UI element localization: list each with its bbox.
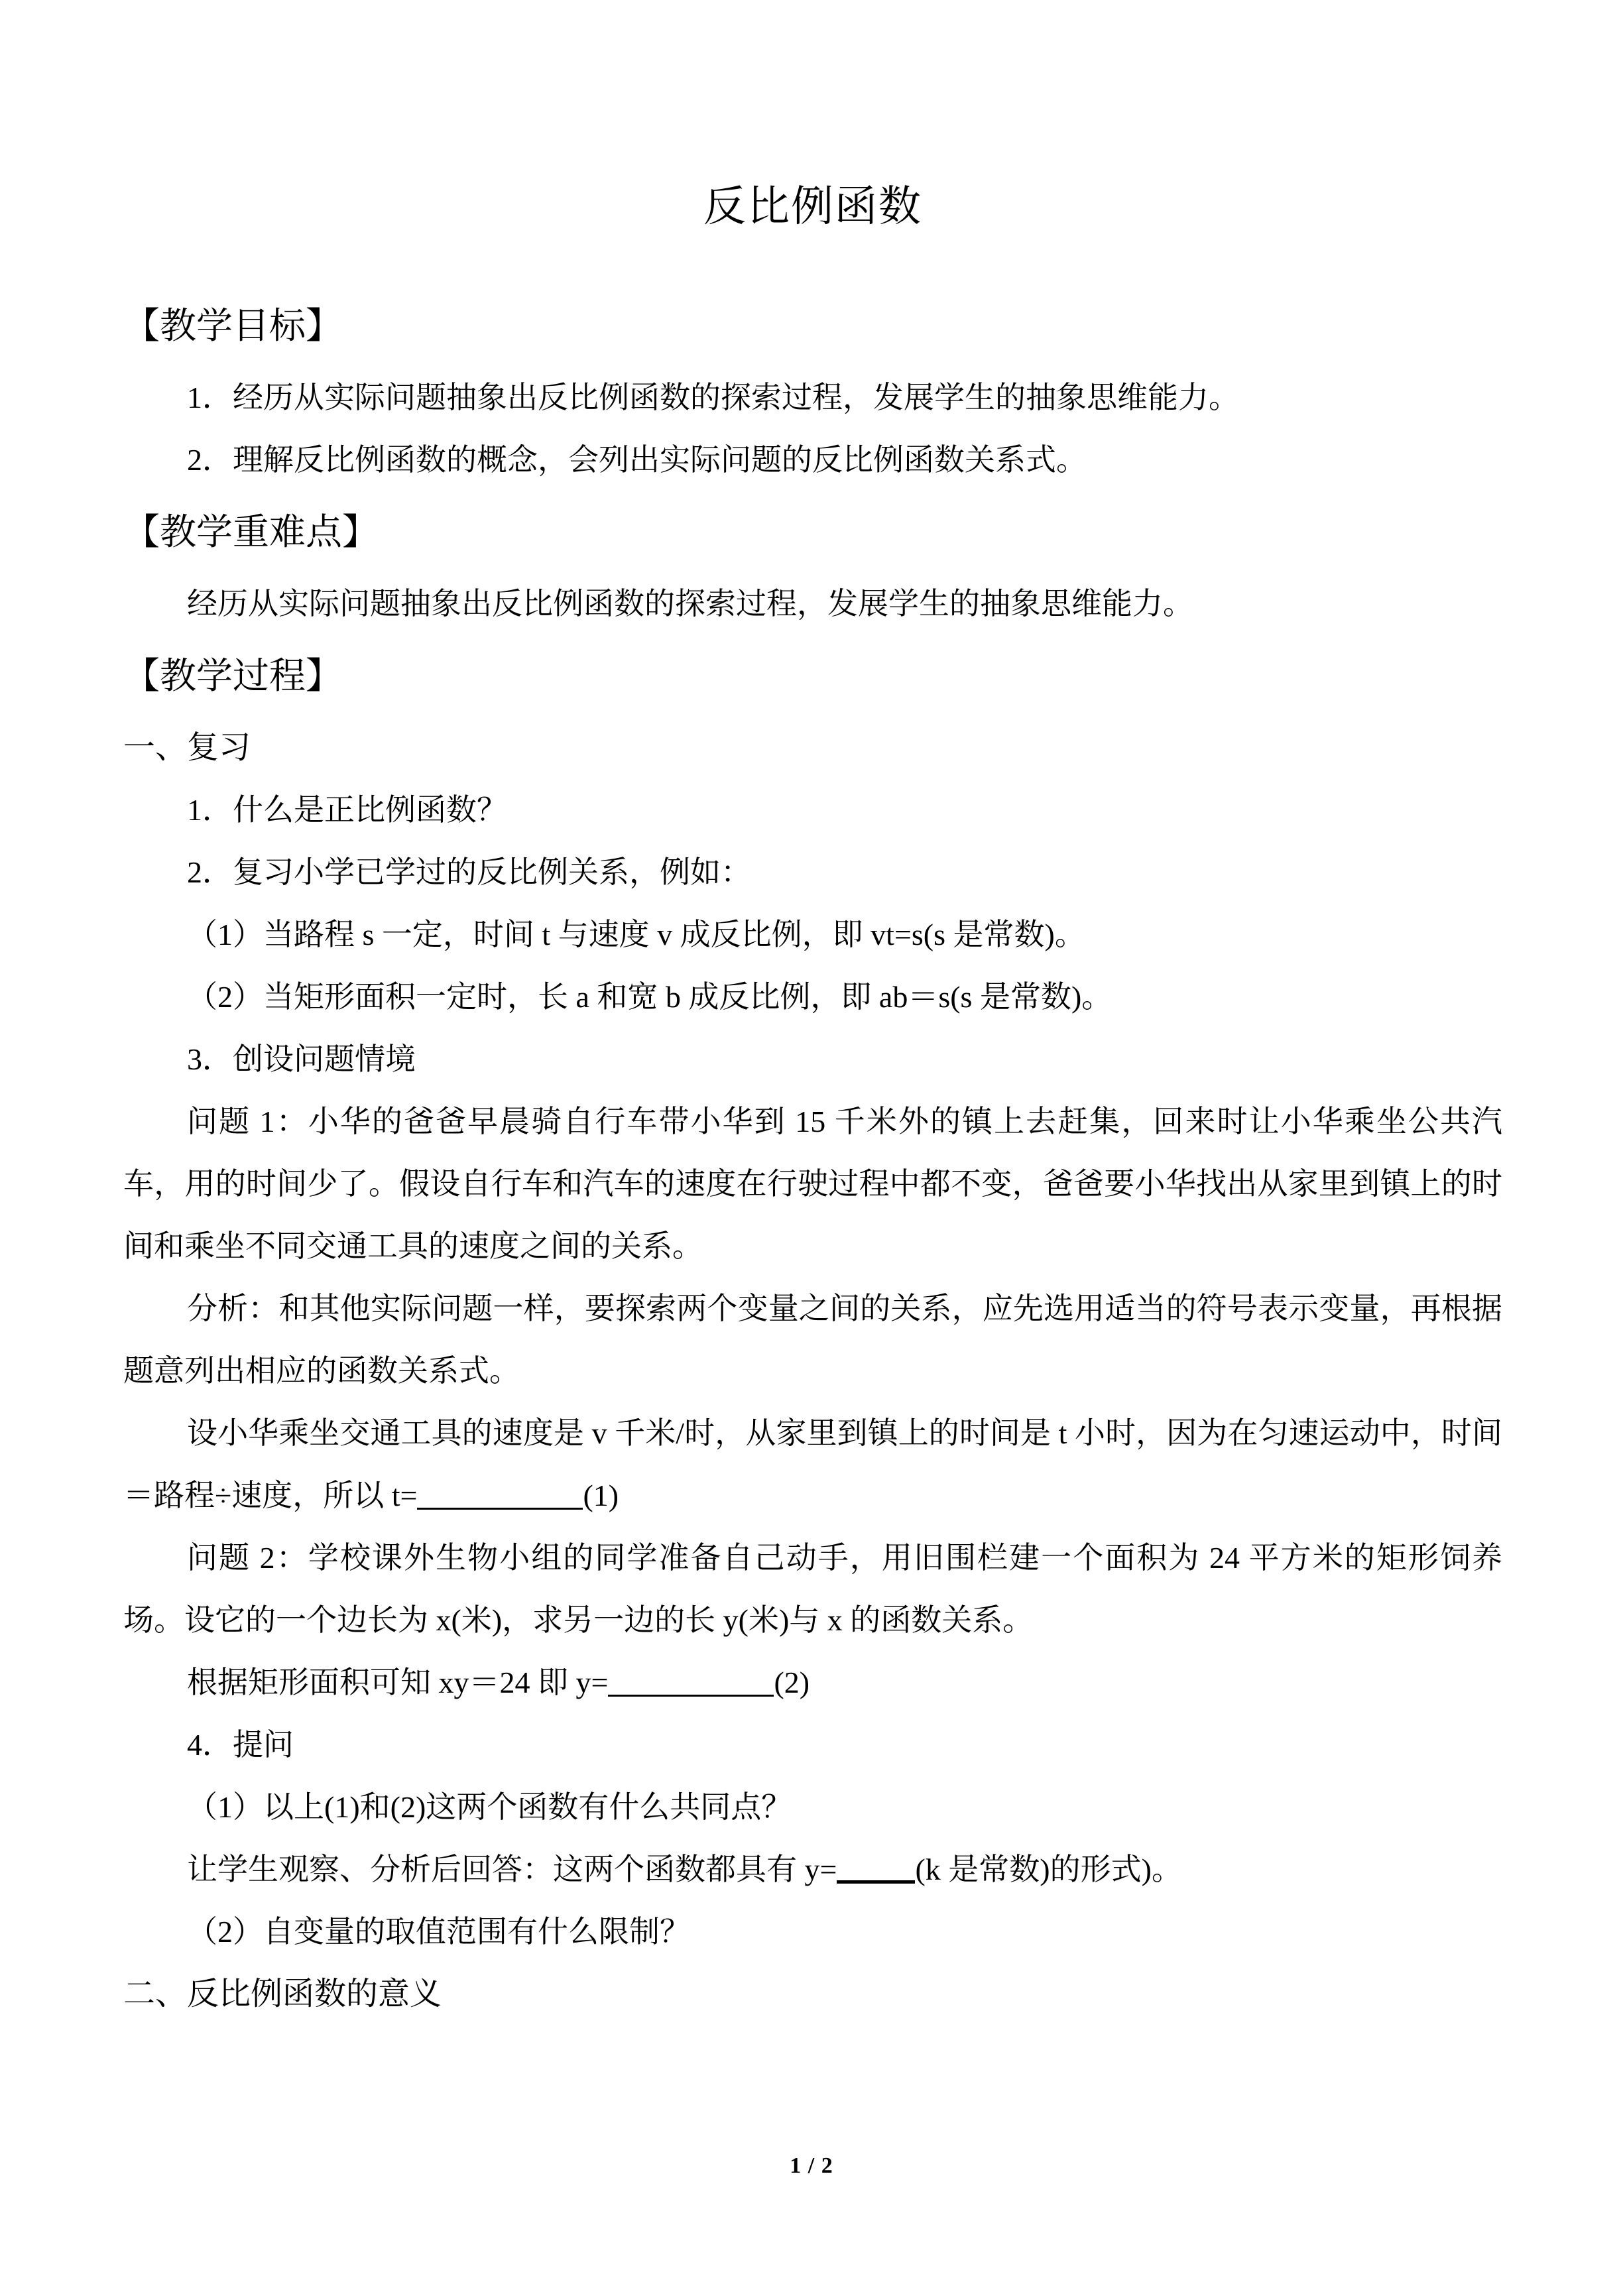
problem-1-equation-label: (1)	[583, 1479, 619, 1512]
answer-blank-3[interactable]	[837, 1880, 915, 1884]
question-answer-line	[123, 1839, 1502, 1901]
objective-item-1: 1．经历从实际问题抽象出反比例函数的探索过程，发展学生的抽象思维能力。	[187, 381, 1239, 414]
section-heading-process: 【教学过程】	[123, 656, 343, 696]
page-title: 反比例函数	[703, 183, 922, 230]
review-item-4-sub-2: （2）自变量的取值范围有什么限制？	[187, 1915, 690, 1949]
spacer	[123, 635, 1502, 658]
page-footer: 1 / 2	[790, 2153, 833, 2178]
objective-item-2: 2．理解反比例函数的概念，会列出实际问题的反比例函数关系式。	[187, 443, 1087, 477]
problem-1-analysis: 分析：和其他实际问题一样，要探索两个变量之间的关系，应先选用适当的符号表示变量，再根据题意列出相应的函数关系式。	[123, 1292, 1502, 1388]
document-content	[123, 0, 1502, 2025]
review-item-4-sub-1: （1）以上(1)和(2)这两个函数有什么共同点？	[187, 1790, 792, 1824]
process-part-one-heading: 一、复习	[123, 730, 251, 765]
spacer	[123, 550, 1502, 573]
problem-1-text: 问题 1：小华的爸爸早晨骑自行车带小华到 15 千米外的镇上去赶集，回来时让小华乘坐公共汽车，用的时间少了。假设自行车和汽车的速度在行驶过程中都不变，爸爸要小华找出从家里到镇上的时间和乘坐不同交通工具的速度之间的关系。	[123, 1105, 1502, 1263]
answer-blank-2[interactable]	[608, 1695, 774, 1697]
question-answer-text: 让学生观察、分析后回答：这两个函数都具有 y=	[187, 1852, 837, 1886]
review-item-3: 3．创设问题情境	[187, 1042, 416, 1076]
section-heading-key-points: 【教学重难点】	[123, 512, 379, 552]
review-item-2: 2．复习小学已学过的反比例关系，例如：	[187, 855, 751, 889]
spacer	[123, 491, 1502, 514]
key-point-item-1: 经历从实际问题抽象出反比例函数的探索过程，发展学生的抽象思维能力。	[187, 587, 1193, 621]
section-heading-objectives: 【教学目标】	[123, 306, 343, 346]
problem-1-setup-text: 设小华乘坐交通工具的速度是 v 千米/时，从家里到镇上的时间是 t 小时，因为在匀速运动中，时间＝路程÷速度，所以 t=	[123, 1416, 1502, 1512]
problem-2-formula-text: 根据矩形面积可知 xy＝24 即 y=	[187, 1665, 609, 1699]
problem-2-text: 问题 2：学校课外生物小组的同学准备自己动手，用旧围栏建一个面积为 24 平方米的矩形饲养场。设它的一个边长为 x(米)，求另一边的长 y(米)与 x 的函数关系。	[123, 1541, 1502, 1637]
review-item-4: 4．提问	[187, 1728, 294, 1762]
answer-blank-1[interactable]	[417, 1508, 583, 1510]
review-item-2-sub-2: （2）当矩形面积一定时，长 a 和宽 b 成反比例，即 ab＝s(s 是常数)。	[187, 980, 1112, 1014]
review-item-1: 1．什么是正比例函数？	[187, 793, 507, 827]
spacer	[123, 694, 1502, 717]
spacer	[123, 344, 1502, 367]
problem-2-equation-label: (2)	[774, 1665, 810, 1699]
question-answer-suffix: (k 是常数)的形式)。	[915, 1852, 1182, 1886]
problem-1-setup	[123, 1402, 1502, 1527]
title-spacer	[123, 228, 1502, 308]
problem-2-formula	[123, 1652, 1502, 1714]
review-item-2-sub-1: （1）当路程 s 一定，时间 t 与速度 v 成反比例，即 vt=s(s 是常数)。	[187, 918, 1085, 951]
process-part-two-heading: 二、反比例函数的意义	[123, 1976, 442, 2012]
